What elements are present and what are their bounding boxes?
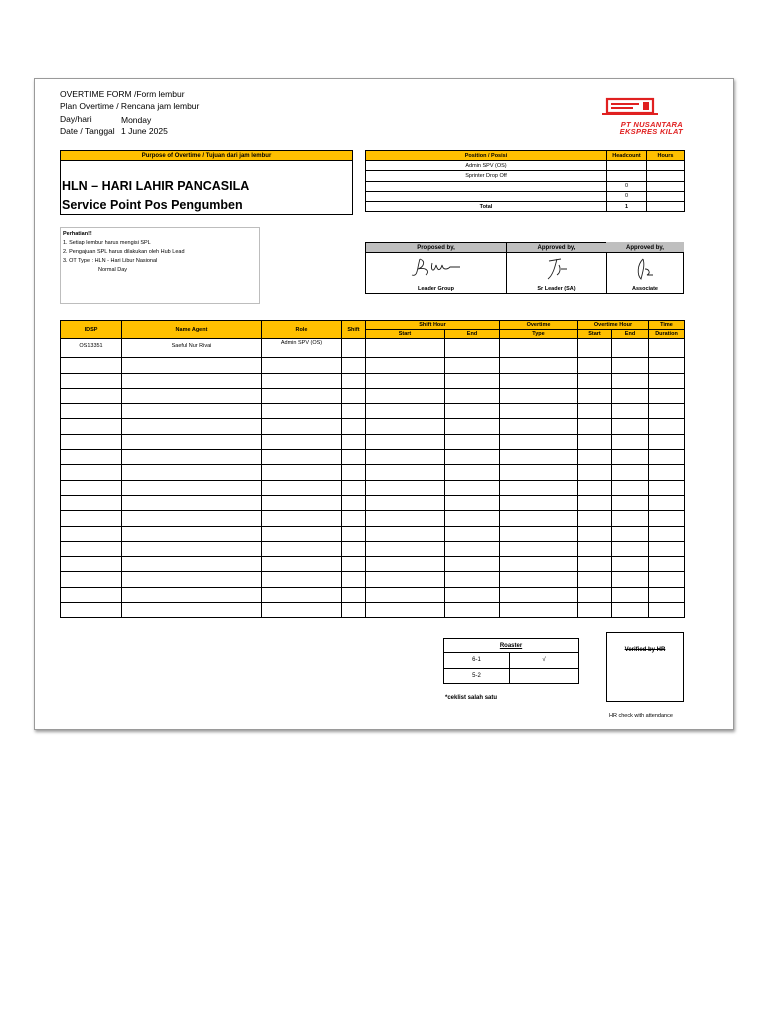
date-label: Date / Tanggal xyxy=(60,126,115,136)
position-cell xyxy=(366,181,607,191)
table-row xyxy=(61,495,685,510)
name-cell: Saeful Nur Rivai xyxy=(122,339,262,358)
purpose-box xyxy=(60,160,353,215)
position-cell: Admin SPV (OS) xyxy=(366,161,607,171)
headcount-cell: 0 xyxy=(607,181,647,191)
table-row xyxy=(61,450,685,465)
position-row xyxy=(366,171,685,181)
table-row xyxy=(61,373,685,388)
position-row xyxy=(366,161,685,171)
notice-box xyxy=(60,227,260,304)
overtime-form-sheet xyxy=(34,78,734,730)
role-cell: Admin SPV (OS) xyxy=(262,339,342,358)
table-row xyxy=(61,419,685,434)
approved-by-footer: Sr Leader (SA) xyxy=(537,286,576,292)
hours-cell xyxy=(647,171,685,181)
hours-header: Hours xyxy=(647,151,685,161)
idsp-cell: OS13351 xyxy=(61,339,122,358)
table-row xyxy=(61,480,685,495)
roster-check: √ xyxy=(510,653,579,669)
proposed-by-footer: Leader Group xyxy=(417,286,455,292)
overtime-hour-header: Overtime Hour xyxy=(578,321,649,330)
table-row xyxy=(61,572,685,587)
roster-row xyxy=(444,653,579,669)
plan-overtime-label: Plan Overtime / Rencana jam lembur xyxy=(60,101,200,111)
roster-note: *ceklist salah satu xyxy=(445,695,498,701)
hours-cell xyxy=(647,181,685,191)
position-total-row xyxy=(366,201,685,211)
table-row xyxy=(61,587,685,602)
table-row xyxy=(61,526,685,541)
notice-item: 2. Pengajuan SPL harus dilakukan oleh Hub Lead xyxy=(63,249,185,255)
total-value: 1 xyxy=(607,201,647,211)
position-row xyxy=(366,191,685,201)
hr-note: HR check with attendance xyxy=(609,713,673,719)
approved-by-2-header: Approved by, xyxy=(606,242,684,253)
position-table xyxy=(365,150,685,212)
overtime-type-header: Type xyxy=(500,330,578,339)
table-row xyxy=(61,434,685,449)
shift-hour-header: Shift Hour xyxy=(366,321,500,330)
table-row xyxy=(61,541,685,556)
signature-icon xyxy=(629,255,659,283)
headcount-header: Headcount xyxy=(607,151,647,161)
name-agent-header: Name Agent xyxy=(122,321,262,339)
hours-cell xyxy=(647,161,685,171)
table-row xyxy=(61,358,685,373)
time-header: Time xyxy=(649,321,685,330)
position-cell xyxy=(366,191,607,201)
ot-start-header: Start xyxy=(578,330,612,339)
roster-table xyxy=(443,638,579,684)
approved-by-2-box xyxy=(606,252,684,294)
purpose-line-1: HLN – HARI LAHIR PANCASILA xyxy=(62,179,250,193)
roster-option: 6-1 xyxy=(444,653,510,669)
position-header: Position / Posisi xyxy=(366,151,607,161)
form-title: OVERTIME FORM /Form lembur xyxy=(60,89,185,99)
company-logo xyxy=(591,97,683,137)
approved-by-2-footer: Associate xyxy=(632,286,658,292)
signature-icon xyxy=(408,255,468,283)
idsp-header: IDSP xyxy=(61,321,122,339)
duration-header: Duration xyxy=(649,330,685,339)
notice-item: 3. OT Type : HLN - Hari Libur Nasional xyxy=(63,258,158,264)
roster-row xyxy=(444,668,579,684)
notice-item: 1. Setiap lembur harus mengisi SPL xyxy=(63,240,151,246)
day-value: Monday xyxy=(121,115,152,125)
table-row xyxy=(61,511,685,526)
ot-end-header: End xyxy=(612,330,649,339)
table-row xyxy=(61,404,685,419)
verified-by-hr-box xyxy=(606,632,684,702)
roster-title: Roaster xyxy=(444,639,579,653)
roster-check xyxy=(510,668,579,684)
notice-item: Normal Day xyxy=(98,267,128,273)
hours-cell xyxy=(647,191,685,201)
day-label: Day/hari xyxy=(60,114,92,124)
role-header: Role xyxy=(262,321,342,339)
headcount-cell: 0 xyxy=(607,191,647,201)
date-value: 1 June 2025 xyxy=(121,126,168,136)
table-row xyxy=(61,603,685,618)
approved-by-header: Approved by, xyxy=(506,242,607,253)
headcount-cell xyxy=(607,171,647,181)
proposed-by-box xyxy=(365,252,507,294)
table-row xyxy=(61,388,685,403)
total-label: Total xyxy=(366,201,607,211)
verified-by-hr-title: Verified by HR xyxy=(624,647,666,653)
shift-end-header: End xyxy=(445,330,500,339)
roster-option: 5-2 xyxy=(444,668,510,684)
table-row xyxy=(61,465,685,480)
approved-by-box xyxy=(506,252,607,294)
proposed-by-header: Proposed by, xyxy=(365,242,507,253)
table-row xyxy=(61,339,685,358)
overtime-header: Overtime xyxy=(500,321,578,330)
signature-icon xyxy=(543,255,573,283)
logo-line-1: PT NUSANTARA xyxy=(620,120,683,129)
headcount-cell xyxy=(607,161,647,171)
notice-title: Perhatian!! xyxy=(63,231,92,237)
position-cell: Sprinter Drop Off xyxy=(366,171,607,181)
shift-start-header: Start xyxy=(366,330,445,339)
overtime-table xyxy=(60,320,685,618)
table-row xyxy=(61,557,685,572)
purpose-header: Purpose of Overtime / Tujuan dari jam lembur xyxy=(60,150,353,161)
purpose-line-2: Service Point Pos Pengumben xyxy=(62,198,243,212)
total-hours xyxy=(647,201,685,211)
shift-header: Shift xyxy=(342,321,366,339)
position-row xyxy=(366,181,685,191)
logo-line-2: EKSPRES KILAT xyxy=(619,127,683,136)
